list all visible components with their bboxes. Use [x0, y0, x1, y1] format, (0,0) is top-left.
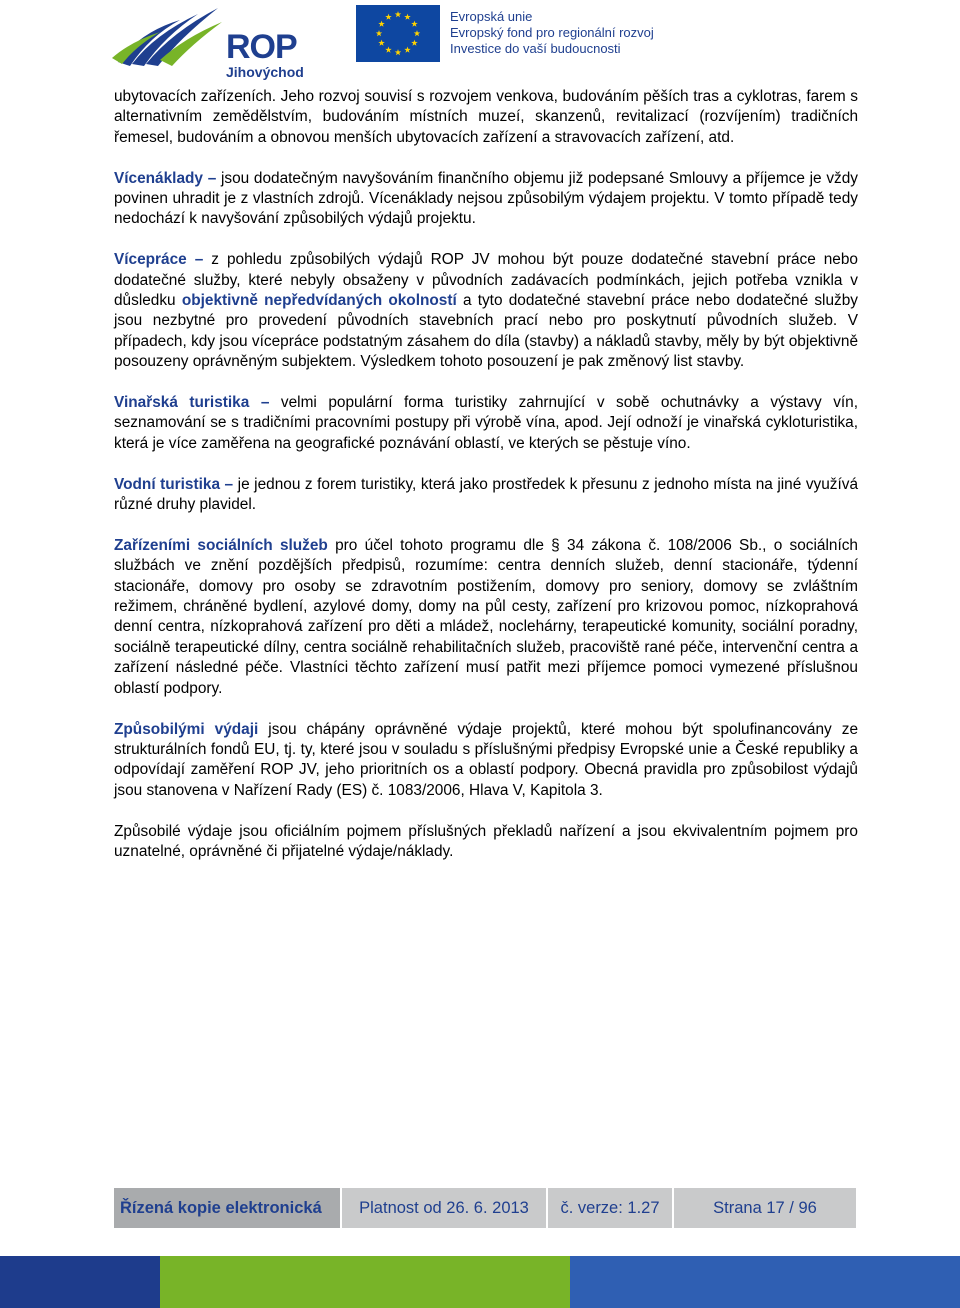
eu-line-3: Investice do vaší budoucnosti	[450, 41, 621, 56]
bottom-bar-segment-green	[160, 1256, 570, 1308]
paragraph-vicenaklady	[114, 169, 858, 230]
definition-viceprace-a: z pohledu způsobilých výdajů ROP JV mohou být pouze dodatečné stavební práce nebo dodatečné služby, které nebyly obsaženy v původních zadávacích podmínkách, jejich potřeba vznikla v důsledku	[114, 251, 858, 310]
term-dash: –	[186, 251, 212, 269]
term-vodni-turistika: Vodní turistika	[114, 475, 221, 493]
paragraph-vinarska-turistika	[114, 393, 858, 454]
document-body	[114, 87, 858, 883]
page-header	[0, 0, 960, 86]
term-vicenaklady: Vícenáklady	[114, 169, 203, 187]
rop-swirl-icon	[110, 2, 225, 72]
footer-control-copy: Řízená kopie elektronická	[114, 1188, 342, 1228]
eu-flag-icon	[356, 5, 440, 62]
definition-vicenaklady: jsou dodatečným navyšováním finančního objemu již podepsané Smlouvy a příjemce je vždy povinen uhradit je z vlastních zdrojů. Vícenáklady nejsou způsobilým výdajem projektu. V tomto případě tedy nedochází k navyšování způsobilých výdajů projektu.	[114, 169, 858, 228]
term-dash: –	[220, 475, 238, 493]
paragraph-zpusobile-vydaje	[114, 720, 858, 802]
definition-zpusobile-vydaje: jsou chápány oprávněné výdaje projektů, které mohou být spolufinancovány ze strukturálních fondů EU, tj. ty, které jsou v souladu s příslušnými předpisy Evropské unie a České republiky a odpovídají zaměření ROP JV, jeho prioritních os a oblastí podpory. Obecná pravidla pro způsobilost výdajů jsou stanovena v Nařízení Rady (ES) č. 1083/2006, Hlava V, Kapitola 3.	[114, 720, 858, 799]
definition-viceprace-b: a tyto dodatečné stavební práce nebo dodatečné služby jsou nezbytné pro provedení původních stavebních prací nebo pro poskytnutí původních služeb. V případech, kdy jsou vícepráce podstatným zásahem do díla (stavby) a nákladů stavby, měly by být objektivně posouzeny oprávněným subjektem. Výsledkem tohoto posouzení je pak změnový list stavby.	[114, 292, 858, 371]
paragraph-zpusobile-vydaje-note: Způsobilé výdaje jsou oficiálním pojmem příslušných překladů nařízení a jsou ekvivalentním pojmem pro uznatelné, oprávněné či přijatelné výdaje/náklady.	[114, 822, 858, 860]
definition-socialni-sluzby: pro účel tohoto programu dle § 34 zákona č. 108/2006 Sb., o sociálních službách ve znění pozdějších předpisů, rozumíme: centra denních služeb, denní stacionáře, týdenní stacionáře, domovy pro osoby se zdravotním postižením, domovy pro seniory, domovy se zvláštním režimem, chráněné bydlení, azylové domy, domy na půl cesty, zařízení pro krizovou pomoc, nízkoprahová denní centra, nízkoprahová zařízení pro děti a mládež, noclehárny, terapeutické komunity, sociální poradny, sociálně terapeutické dílny, centra sociálně rehabilitačních služeb, pracoviště rané péče, intervenční centra a zařízení následné péče. Vlastníci těchto zařízení musí patřit mezi příjemce pomoci vymezené příslušnou oblastí podpory.	[114, 536, 858, 697]
footer-page-number: Strana 17 / 96	[674, 1188, 856, 1228]
footer-version: č. verze: 1.27	[548, 1188, 674, 1228]
footer-validity: Platnost od 26. 6. 2013	[342, 1188, 548, 1228]
bottom-bar-segment-light-blue	[570, 1256, 960, 1308]
eu-line-2: Evropský fond pro regionální rozvoj	[450, 25, 654, 40]
bottom-bar-segment-blue	[0, 1256, 160, 1308]
paragraph-viceprace	[114, 250, 858, 372]
rop-jihovychod-logo	[110, 2, 315, 82]
term-zpusobile-vydaje: Způsobilými výdaji	[114, 720, 259, 738]
emphasis-unforeseen: objektivně nepředvídaných okolností	[181, 292, 457, 310]
term-dash: –	[249, 394, 281, 412]
rop-logo-text: ROP	[226, 28, 297, 66]
paragraph-vodni-turistika	[114, 475, 858, 516]
bottom-color-bar	[0, 1256, 960, 1308]
term-vinarska-turistika: Vinařská turistika	[114, 394, 250, 412]
term-dash: –	[202, 169, 221, 187]
eu-funding-text	[450, 9, 750, 57]
definition-vodni-turistika: je jednou z forem turistiky, která jako prostředek k přesunu z jednoho místa na jiné využívá různé druhy plavidel.	[114, 475, 859, 514]
term-viceprace: Vícepráce	[114, 251, 187, 269]
document-footer	[114, 1188, 856, 1228]
definition-vinarska-turistika: velmi populární forma turistiky zahrnující v sobě ochutnávky a výstavy vín, seznamování se s tradičními pracovními postupy při výrobě vína, apod. Její odnoží je vinařská cykloturistika, která je více zaměřena na geografické poznávání oblastí, ve kterých se pěstuje víno.	[114, 394, 859, 452]
eu-line-1: Evropská unie	[450, 9, 533, 24]
paragraph-tourism: ubytovacích zařízeních. Jeho rozvoj souvisí s rozvojem venkova, budováním pěších tras a cyklotras, farem s alternativním zemědělstvím, budováním místních muzeí, skanzenů, revitalizací (rozvíjením) tradičních řemesel, budováním a obnovou menších ubytovacích zařízení a stravovacích zařízení, atd.	[114, 88, 858, 146]
term-socialni-sluzby: Zařízeními sociálních služeb	[114, 536, 328, 554]
rop-logo-subtitle: Jihovýchod	[226, 64, 304, 80]
paragraph-socialni-sluzby	[114, 536, 858, 699]
